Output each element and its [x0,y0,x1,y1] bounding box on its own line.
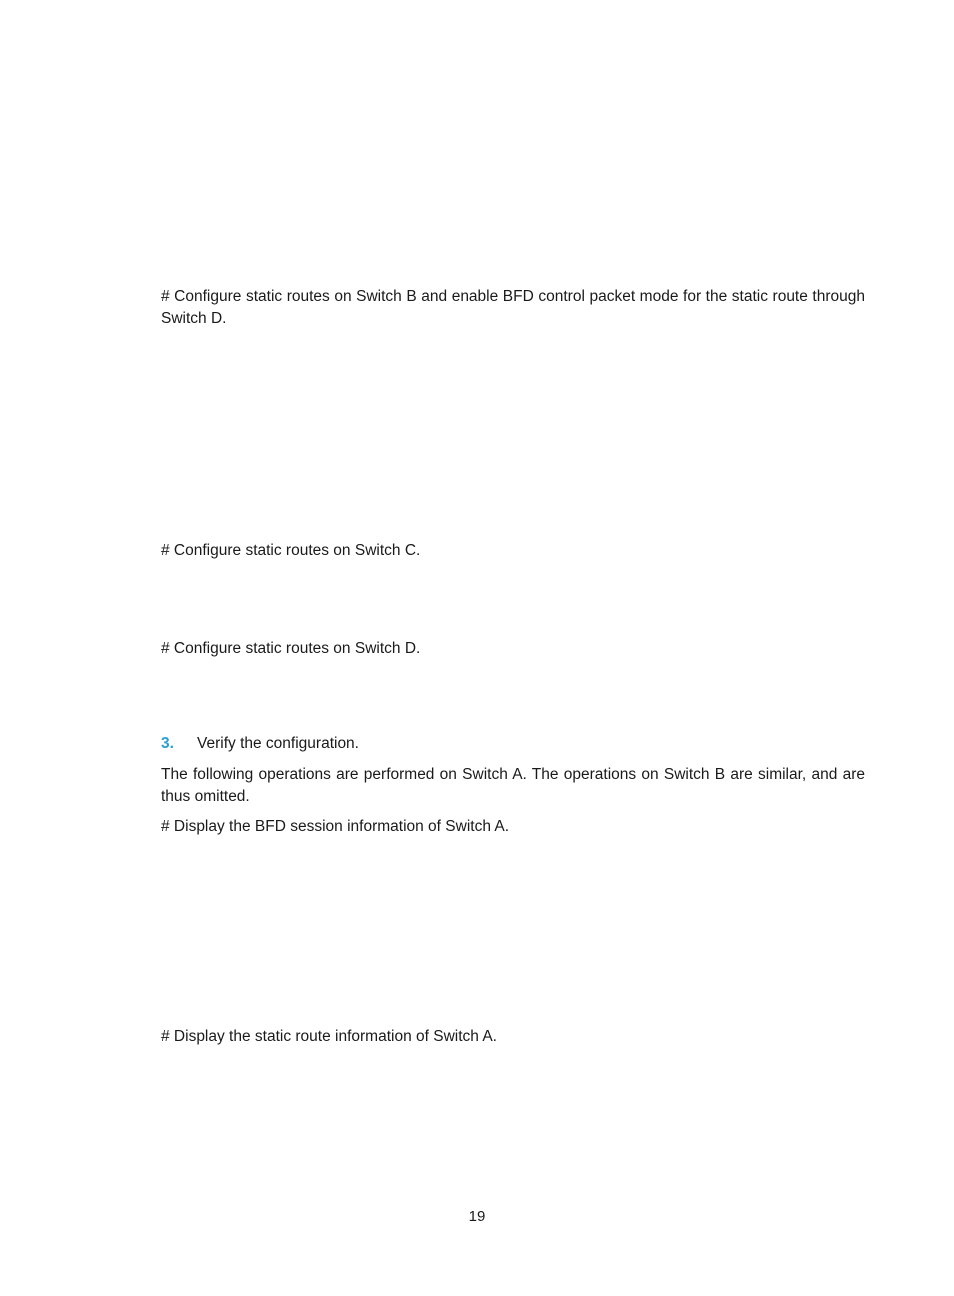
display-bfd-paragraph: # Display the BFD session information of Switch A. [161,818,510,835]
switch-d-config-paragraph: # Configure static routes on Switch D. [161,640,421,657]
page-number: 19 [468,1208,486,1225]
step-verify-configuration [161,733,359,755]
operations-note-paragraph: The following operations are performed on Switch A. The operations on Switch B are similar, and are thus omitted. [161,766,865,805]
display-static-route-paragraph: # Display the static route information of Switch A. [161,1028,497,1045]
switch-c-config-paragraph: # Configure static routes on Switch C. [161,542,421,559]
step-text: Verify the configuration. [197,735,359,752]
step-number: 3. [161,735,174,752]
switch-b-config-paragraph: # Configure static routes on Switch B and enable BFD control packet mode for the static route through Switch D. [161,288,865,327]
